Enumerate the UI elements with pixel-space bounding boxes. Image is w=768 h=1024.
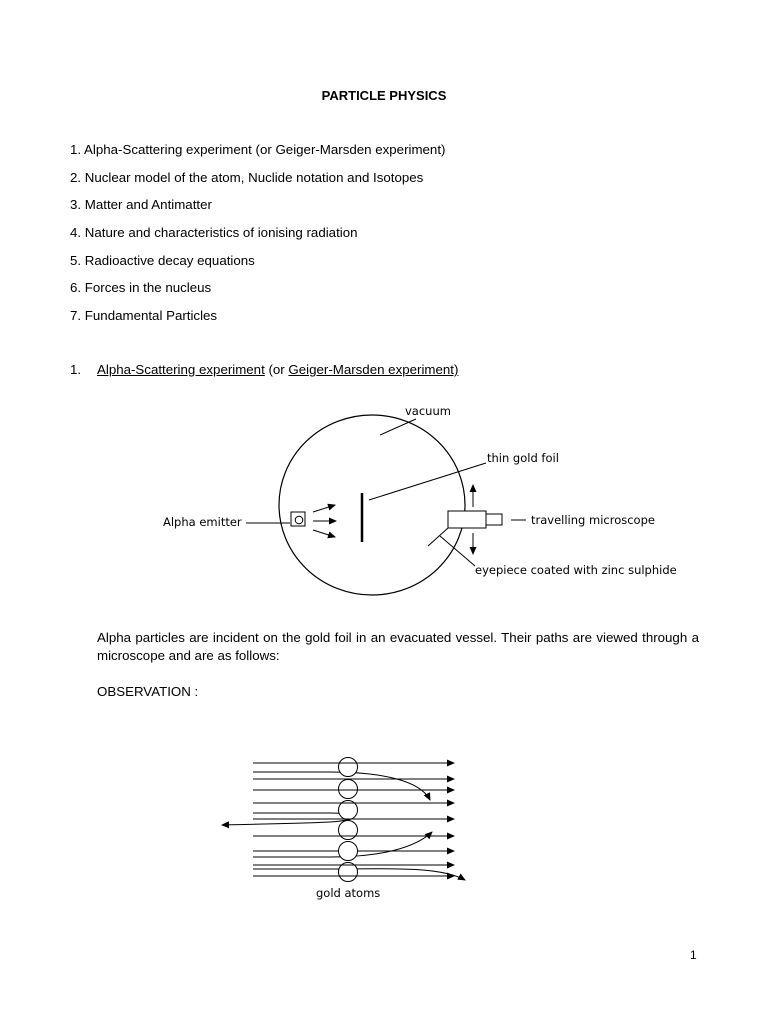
section-heading-part-b: Geiger-Marsden experiment) <box>288 362 459 377</box>
toc-item: 5. Radioactive decay equations <box>70 252 255 268</box>
toc-item: 3. Matter and Antimatter <box>70 197 212 213</box>
emitter-label: Alpha emitter <box>163 515 242 529</box>
toc-item: 7. Fundamental Particles <box>70 308 218 324</box>
toc-item: 6. Forces in the nucleus <box>70 280 212 296</box>
microscope-body <box>448 511 486 528</box>
foil-label: thin gold foil <box>487 451 559 465</box>
foil-pointer <box>369 463 486 500</box>
gold-atom <box>339 821 358 840</box>
description-paragraph: Alpha particles are incident on the gold foil in an evacuated vessel. Their paths are viewed through a microscope and are as follows: <box>97 630 699 663</box>
observation-label: OBSERVATION : <box>97 684 199 699</box>
vacuum-label: vacuum <box>405 404 451 418</box>
gold-atom <box>339 780 358 799</box>
alpha-beam <box>313 505 335 512</box>
section-heading-part-a: Alpha-Scattering experiment <box>97 362 265 377</box>
scattering-diagram <box>222 758 465 901</box>
document-title: PARTICLE PHYSICS <box>321 88 447 103</box>
gold-atom <box>339 842 358 861</box>
microscope-eyepiece <box>486 514 502 525</box>
gold-atom <box>339 758 358 777</box>
alpha-source <box>295 516 303 524</box>
toc-item: 2. Nuclear model of the atom, Nuclide notation and Isotopes <box>70 169 424 185</box>
vacuum-pointer <box>380 419 416 435</box>
zinc-screen-line <box>428 528 448 546</box>
vacuum-vessel <box>279 415 465 595</box>
gold-atoms-label: gold atoms <box>316 886 381 900</box>
toc-item: 4. Nature and characteristics of ionising radiation <box>70 225 358 241</box>
section-number: 1. <box>70 362 82 377</box>
alpha-beam <box>313 530 335 537</box>
section-heading-connector: (or <box>264 362 289 377</box>
microscope-label: travelling microscope <box>531 513 655 527</box>
toc-item: 1. Alpha-Scattering experiment (or Geiger-Marsden experiment) <box>70 142 446 157</box>
eyepiece-label: eyepiece coated with zinc sulphide <box>475 563 677 577</box>
page-number: 1 <box>690 948 697 962</box>
deflected-track <box>253 869 465 880</box>
